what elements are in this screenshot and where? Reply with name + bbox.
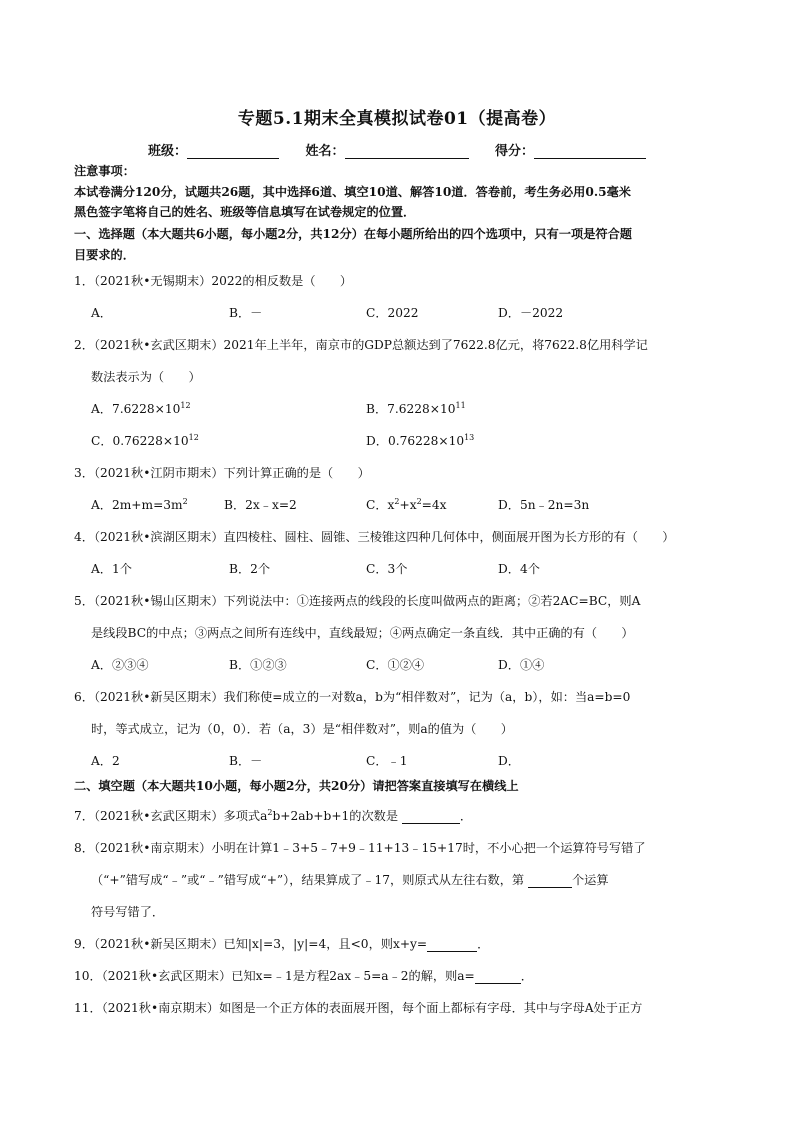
question-7-exponent: 2 — [267, 808, 273, 817]
score-blank[interactable] — [534, 144, 646, 159]
question-2-option-b[interactable] — [366, 401, 466, 417]
question-10-text: 10．（2021秋•玄武区期末）已知x=﹣1是方程2ax﹣5=a﹣2的解，则a= — [74, 969, 475, 983]
class-blank[interactable] — [187, 144, 279, 159]
question-8-line-1: 8．（2021秋•南京期末）小明在计算1﹣3+5﹣7+9﹣11+13﹣15+17时，不小心把一个运算符号写错了 — [74, 841, 646, 855]
question-5-option-a[interactable]: A．②③④ — [91, 658, 149, 672]
question-8-line-2-end: 个运算 — [572, 873, 609, 887]
name-blank[interactable] — [345, 144, 469, 159]
question-6-option-c[interactable]: C．﹣1 — [366, 754, 408, 768]
question-7-answer-blank[interactable] — [402, 810, 460, 824]
question-3-option-a[interactable] — [91, 497, 188, 513]
question-2-option-a[interactable] — [91, 401, 191, 417]
question-10 — [74, 968, 533, 984]
question-6-option-b[interactable]: B．－ — [229, 754, 263, 768]
question-6-stem-1: 6．（2021秋•新吴区期末）我们称使=成立的一对数a，b为“相伴数对”，记为（a，b），如：当a=b=0 — [74, 690, 631, 704]
question-2-option-c-exponent: 12 — [188, 433, 199, 442]
question-2-option-c[interactable] — [91, 433, 199, 449]
question-9-end: ． — [477, 937, 490, 951]
section-1-heading-1: 一、选择题（本大题共6小题，每小题2分，共12分）在每小题所给出的四个选项中，只有一项是符合题 — [74, 227, 632, 241]
question-6-stem-2: 时，等式成立，记为（0，0）．若（a，3）是“相伴数对”，则a的值为（ ） — [91, 722, 513, 736]
question-9 — [74, 936, 489, 952]
page-title: 专题5.1期末全真模拟试卷01（提高卷） — [237, 109, 557, 129]
question-4-option-d[interactable]: D．4个 — [498, 562, 540, 576]
question-6-option-d[interactable]: D． — [498, 754, 520, 768]
question-1-option-c[interactable]: C．2022 — [366, 306, 419, 320]
question-2-option-d-text: D．0.76228×10 — [366, 434, 465, 448]
question-2-stem-2: 数法表示为（ ） — [91, 370, 201, 384]
question-7-pre: 7．（2021秋•玄武区期末）多项式a — [74, 809, 268, 823]
question-4-stem: 4．（2021秋•滨湖区期末）直四棱柱、圆柱、圆锥、三棱锥这四种几何体中，侧面展开图为长方形的有（ ） — [74, 530, 675, 544]
question-3-option-a-exponent: 2 — [182, 497, 188, 506]
question-3-option-c-post: =4x — [421, 498, 447, 512]
question-2-option-b-text: B．7.6228×10 — [366, 402, 456, 416]
question-10-end: ． — [520, 969, 533, 983]
section-1-heading-2: 目要求的． — [74, 248, 135, 262]
question-1-stem: 1．（2021秋•无锡期末）2022的相反数是（ ） — [74, 274, 353, 288]
question-5-stem-1: 5．（2021秋•锡山区期末）下列说法中：①连接两点的线段的长度叫做两点的距离；②若2AC=BC，则A — [74, 594, 641, 608]
question-2-option-b-exponent: 11 — [455, 401, 466, 410]
question-7-end: ． — [459, 809, 473, 823]
question-8-answer-blank[interactable] — [528, 874, 572, 888]
notes-heading: 注意事项： — [74, 164, 135, 178]
class-label: 班级： — [147, 144, 187, 159]
question-11-line-1: 11．（2021秋•南京期末）如图是一个正方体的表面展开图，每个面上都标有字母．其中与字母A处于正方 — [74, 1001, 643, 1015]
question-8-line-2-text: （“+”错写成“﹣”或“﹣”错写成“+”），结果算成了﹣17，则原式从左往右数，第 — [91, 873, 525, 887]
question-3-stem: 3．（2021秋•江阴市期末）下列计算正确的是（ ） — [74, 466, 370, 480]
question-4-option-a[interactable]: A．1个 — [91, 562, 132, 576]
question-3-option-d[interactable]: D．5n﹣2n=3n — [498, 498, 590, 512]
question-2-stem-1: 2．（2021秋•玄武区期末）2021年上半年，南京市的GDP总额达到了7622.8亿元，将7622.8亿用科学记 — [74, 338, 648, 352]
student-info-row — [0, 140, 794, 159]
question-3-option-c[interactable] — [366, 497, 447, 513]
section-2-heading: 二、填空题（本大题共10小题，每小题2分，共20分）请把答案直接填写在横线上 — [74, 779, 519, 793]
question-4-option-c[interactable]: C．3个 — [366, 562, 408, 576]
question-9-answer-blank[interactable] — [427, 938, 477, 952]
question-5-stem-2: 是线段BC的中点；③两点之间所有连线中，直线最短；④两点确定一条直线．其中正确的有（ ） — [91, 626, 634, 640]
question-3-option-c-mid: +x — [399, 498, 417, 512]
question-6-option-a[interactable]: A．2 — [91, 754, 120, 768]
question-4-option-b[interactable]: B．2个 — [229, 562, 271, 576]
score-label: 得分： — [495, 144, 535, 159]
question-3-option-c-pre: C．x — [366, 498, 395, 512]
question-7 — [74, 808, 472, 824]
question-2-option-d[interactable] — [366, 433, 474, 449]
question-10-answer-blank[interactable] — [475, 970, 521, 984]
notes-line-2: 黑色签字笔将自己的姓名、班级等信息填写在试卷规定的位置． — [74, 205, 416, 219]
question-1-option-a[interactable]: A． — [91, 306, 112, 320]
question-3-option-b[interactable]: B．2x﹣x=2 — [224, 498, 297, 512]
question-1-option-b[interactable]: B．－ — [229, 306, 263, 320]
question-7-post: b+2ab+b+1的次数是 — [272, 809, 399, 823]
question-3-option-c-exponent-2: 2 — [416, 497, 422, 506]
notes-line-1: 本试卷满分120分，试题共26题，其中选择6道、填空10道、解答10道．答卷前，考生务必用0.5毫米 — [74, 185, 631, 199]
question-8-line-3: 符号写错了． — [91, 905, 165, 919]
question-2-option-a-text: A．7.6228×10 — [91, 402, 181, 416]
question-3-option-a-text: A．2m+m=3m — [91, 498, 183, 512]
question-2-option-c-text: C．0.76228×10 — [91, 434, 189, 448]
question-9-text: 9．（2021秋•新吴区期末）已知|x|=3，|y|=4，且<0，则x+y= — [74, 937, 428, 951]
question-3-option-c-exponent-1: 2 — [394, 497, 400, 506]
question-5-option-b[interactable]: B．①②③ — [229, 658, 287, 672]
question-8-line-2 — [91, 872, 609, 888]
question-2-option-d-exponent: 13 — [464, 433, 475, 442]
name-label: 姓名： — [305, 144, 345, 159]
question-1-option-d[interactable]: D．－2022 — [498, 306, 564, 320]
question-2-option-a-exponent: 12 — [180, 401, 191, 410]
question-5-option-c[interactable]: C．①②④ — [366, 658, 425, 672]
question-5-option-d[interactable]: D．①④ — [498, 658, 545, 672]
